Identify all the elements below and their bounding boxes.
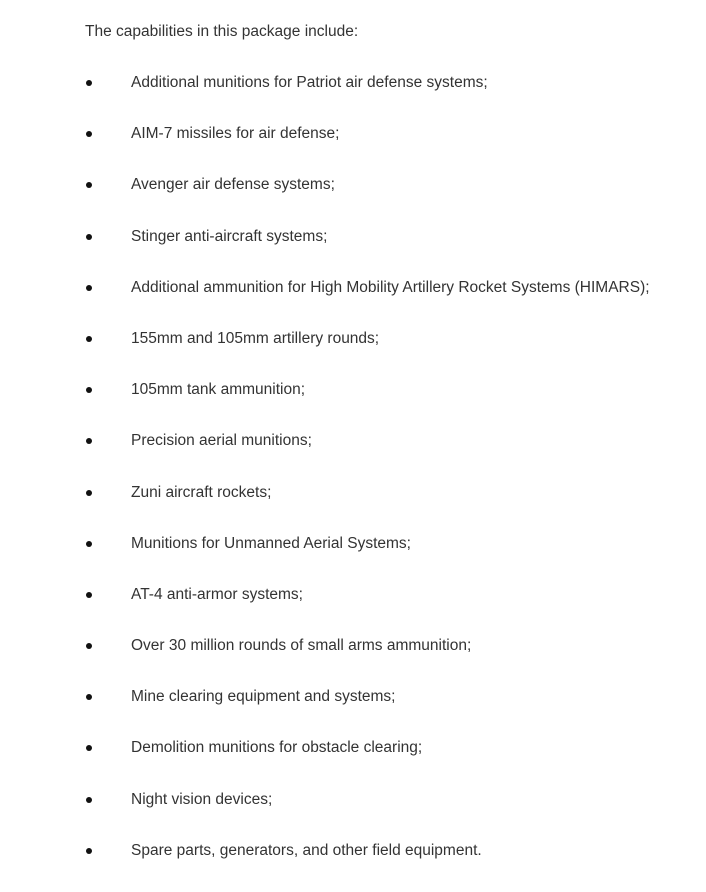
list-item-text: Night vision devices;: [131, 790, 273, 808]
list-item-text: Mine clearing equipment and systems;: [131, 688, 396, 706]
intro-paragraph: The capabilities in this package include:: [85, 23, 359, 40]
bullet-icon: [86, 848, 92, 854]
bullet-icon: [86, 234, 92, 240]
list-item-text: 105mm tank ammunition;: [131, 381, 306, 399]
bullet-icon: [86, 182, 92, 188]
list-item-text: 155mm and 105mm artillery rounds;: [131, 329, 380, 347]
list-item-text: Precision aerial munitions;: [131, 432, 312, 450]
bullet-icon: [86, 541, 92, 547]
bullet-icon: [86, 438, 92, 444]
bullet-icon: [86, 285, 92, 291]
list-item-text: Stinger anti-aircraft systems;: [131, 227, 328, 245]
list-item-text: Additional munitions for Patriot air defense systems;: [131, 74, 488, 91]
bullet-icon: [86, 131, 92, 137]
bullet-icon: [86, 592, 92, 598]
bullet-icon: [86, 694, 92, 700]
list-item-text: Over 30 million rounds of small arms ammunition;: [131, 637, 472, 655]
bullet-icon: [86, 387, 92, 393]
list-item-text: AT-4 anti-armor systems;: [131, 585, 303, 603]
list-item-text: Spare parts, generators, and other field equipment.: [131, 841, 482, 859]
list-item-text: Avenger air defense systems;: [131, 176, 335, 194]
list-item-text: Zuni aircraft rockets;: [131, 483, 272, 501]
bullet-icon: [86, 336, 92, 342]
bullet-icon: [86, 490, 92, 496]
list-item-text: Additional ammunition for High Mobility Artillery Rocket Systems (HIMARS);: [131, 278, 650, 296]
list-item-text: Demolition munitions for obstacle clearing;: [131, 739, 423, 757]
bullet-icon: [86, 643, 92, 649]
list-item-text: Munitions for Unmanned Aerial Systems;: [131, 534, 411, 552]
list-item-text: AIM-7 missiles for air defense;: [131, 125, 340, 143]
bullet-icon: [86, 745, 92, 751]
bullet-icon: [86, 80, 92, 86]
bullet-icon: [86, 797, 92, 803]
